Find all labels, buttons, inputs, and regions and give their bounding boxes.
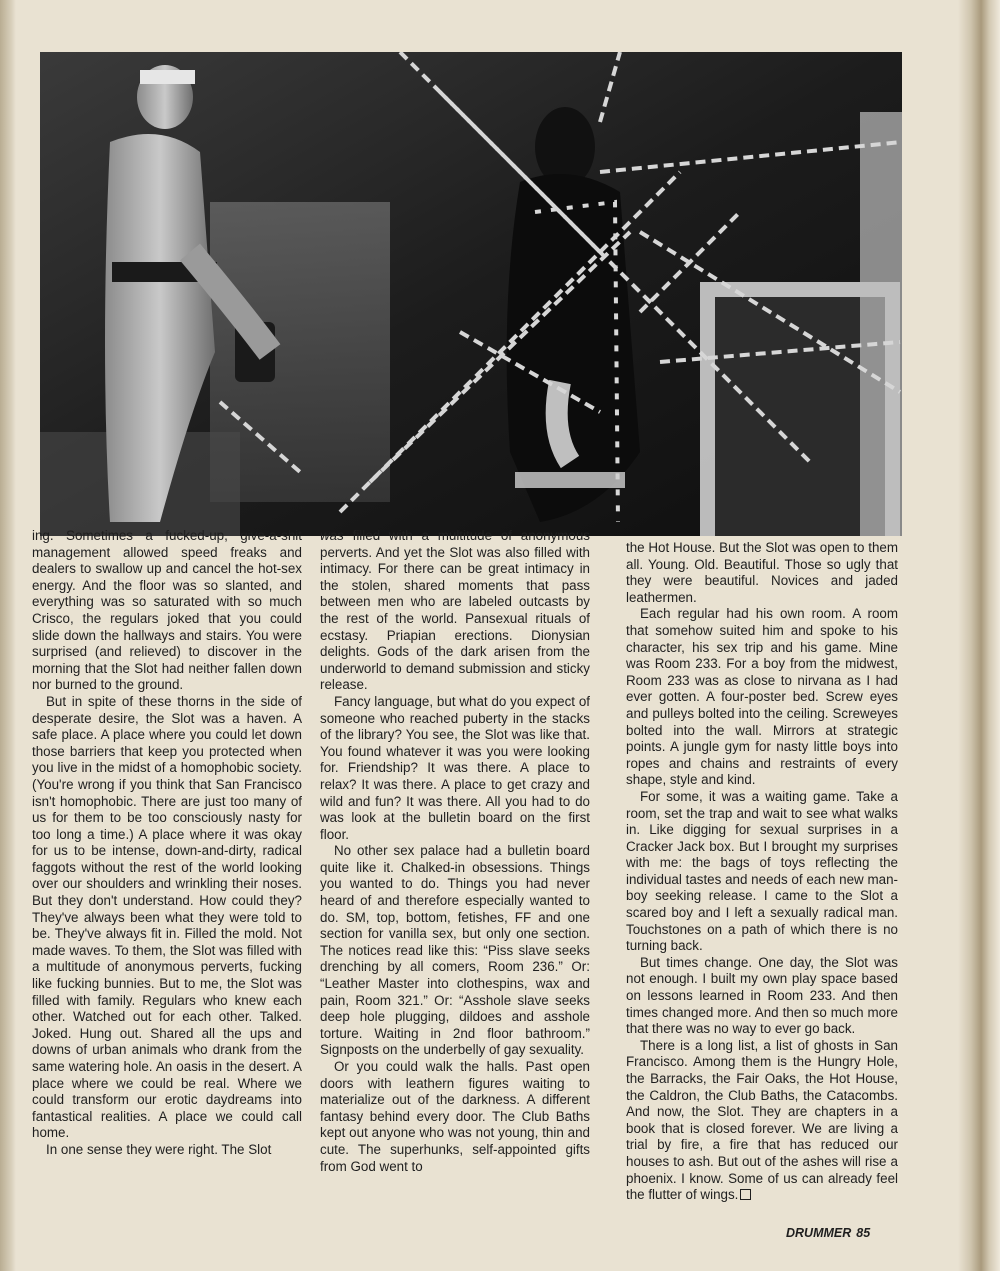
page-edge-right [958, 0, 1000, 1271]
text-column-2 [320, 528, 590, 1175]
paragraph-text: There is a long list, a list of ghosts in San Francisco. Among them is the Hungry Hole, the Barracks, the Fair Oaks, the Hot House, the Caldron, the Club Baths, the Catacombs. And now, the Slot. They are chapters in a book that is closed forever. We are living a trial by fire, a fire that has reduced our houses to ash. But out of the ashes will rise a phoenix. I know. Some of us can already feel the flutter of wings. [626, 1037, 898, 1203]
page-gutter-left [0, 0, 16, 1271]
paragraph: Fancy language, but what do you expect of someone who reached puberty in the stacks of the library? You see, the Slot was like that. You found whatever it was you were looking for. Friendship? It was there. A place to relax? It was there. A place to get crazy and wild and fun? It was there. All you had to do was look at the bulletin board on the first floor. [320, 693, 590, 842]
italic-word: was [320, 528, 344, 543]
photograph [40, 52, 902, 536]
paragraph [320, 528, 590, 694]
text-column-1 [32, 528, 302, 1159]
paragraph: Each regular had his own room. A room that somehow suited him and spoke to his character, his sex trip and his game. Mine was Room 233. For a boy from the midwest, Room 233 was as close to nirvana as I had ever gotten. A four-poster bed. Screw eyes and pulleys bolted into the ceiling. Screweyes bolted into the wall. Mirrors at strategic points. A jungle gym for nasty little boys into ropes and chains and restraints of every shape, style and kind. [626, 606, 898, 788]
paragraph: ing. Sometimes a fucked-up, give-a-shit management allowed speed freaks and dealers to swallow up and cancel the hot-sex energy. And the floor was so slanted, and everything was so saturated with so much Crisco, the regulars joked that you could slide down the hallways and stairs. You were surprised (and relieved) to discover in the morning that the Slot had neither fallen down nor burned to the ground. [32, 528, 302, 693]
paragraph [626, 1038, 898, 1204]
magazine-name: DRUMMER [786, 1226, 852, 1240]
text-column-3 [626, 540, 898, 1204]
paragraph: No other sex palace had a bulletin board quite like it. Chalked-in obsessions. Things you wanted to do. Things you had never heard of and therefore especially wanted to do. SM, top, bottom, fetishes, FF and one section for vanilla sex, but only one section. The notices read like this: “Piss slave seeks drenching by all comers, Room 236.” Or: “Leather Master into clothespins, wax and pain, Room 321.” Or: “Asshole slave seeks deep hole plugging, dildoes and asshole torture. Waiting in 2nd floor bathroom.” Signposts on the underbelly of gay sexuality. [320, 843, 590, 1058]
paragraph: the Hot House. But the Slot was open to them all. Young. Old. Beautiful. Those so ugly that they were beautiful. Novices and jaded leathermen. [626, 540, 898, 605]
paragraph-text: filled with a multitude of anonymous perverts. And yet the Slot was also filled with intimacy. For there can be great intimacy in the stolen, shared moments that pass between men who are labeled outcasts by the rest of the world. Pansexual rituals of ecstasy. Priapian erections. Dionysian delights. Gods of the dark arisen from the underworld to demand submission and sticky release. [320, 528, 590, 693]
page-number: 85 [856, 1226, 871, 1240]
paragraph: For some, it was a waiting game. Take a room, set the trap and wait to see what walks in. Like digging for sexual surprises in a Cracker Jack box. But I brought my surprises with me: the bags of toys reflecting the individual tastes and needs of each new man-boy seeking release. I came to the Slot a scared boy and I left a sexually radical man. Touchstones on a path of which there is no turning back. [626, 788, 898, 954]
article-body [32, 528, 904, 1228]
photo-chains-leather-scene-icon [40, 52, 902, 536]
paragraph: But in spite of these thorns in the side of desperate desire, the Slot was a haven. A safe place. A place where you could let down those barriers that keep you protected when you live in the midst of a homophobic society. (You're wrong if you think that San Francisco isn't homophobic. There are just too many of us for them to be too consciously nasty for too long a time.) A place where it was okay for us to be intense, down-and-dirty, radical faggots without the rest of the world looking over our shoulders and wrinkling their noses. But they don't understand. How could they? They've always been what they were told to be. They've always fit in. Filled the mold. Not made waves. To them, the Slot was filled with a multitude of anonymous perverts, fucking like fucking bunnies. But to me, the Slot was filled with family. Regulars who knew each other. Watched out for each other. Talked. Joked. Hung out. Shared all the ups and downs of urban animals who drank from the same watering hole. An oasis in the desert. A place where we could be real. Where we could transform our erotic daydreams into fantastical realities. A place we could call home. [32, 693, 302, 1141]
paragraph: But times change. One day, the Slot was not enough. I built my own play space based on lessons learned in Room 233. And then times changed more. And then so much more that there was no way to ever go back. [626, 954, 898, 1037]
end-mark-icon [740, 1189, 751, 1200]
page-footer [786, 1226, 906, 1240]
paragraph: In one sense they were right. The Slot [46, 1141, 272, 1157]
paragraph: Or you could walk the halls. Past open doors with leathern figures waiting to materialize out of the darkness. A different fantasy behind every door. The Club Baths kept out anyone who was not young, thin and cute. The superhunks, self-appointed gifts from God went to [320, 1059, 590, 1174]
